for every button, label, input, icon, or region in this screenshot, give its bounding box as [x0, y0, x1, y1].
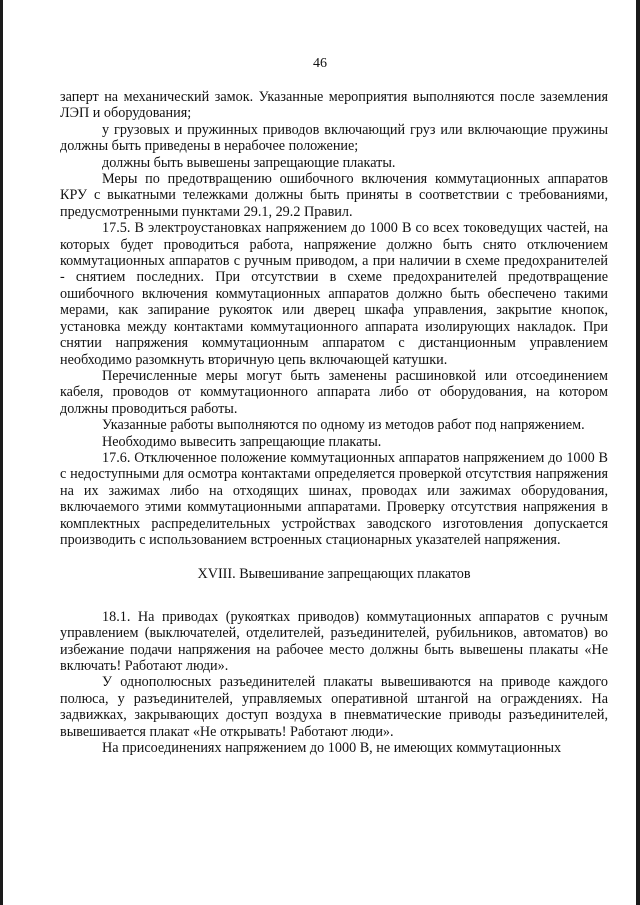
scan-edge-left: [0, 0, 3, 905]
page-number: 46: [313, 56, 327, 71]
body-text: [60, 89, 608, 756]
paragraph: заперт на механический замок. Указанные мероприятия выполняются после заземления ЛЭП и оборудования;: [60, 89, 608, 122]
paragraph-18-1: 18.1. На приводах (рукоятках приводов) коммутационных аппаратов с ручным управлением (выключателей, отделителей, разъединителей, рубильников, автоматов) во избежание подачи напряжения на рабочее место должны быть вывешены плакаты «Не включать! Работают люди».: [60, 608, 608, 674]
paragraph: У однополюсных разъединителей плакаты вывешиваются на приводе каждого полюса, у разъединителей, управляемых оперативной штангой на ограждениях. На задвижках, закрывающих доступ воздуха в пневматические приводы разъединителей, вывешивается плакат «Не открывать! Работают люди».: [60, 674, 608, 740]
paragraph: у грузовых и пружинных приводов включающий груз или включающие пружины должны быть приведены в нерабочее положение;: [60, 121, 608, 155]
scan-edge-right: [636, 0, 640, 905]
paragraph: На присоединениях напряжением до 1000 В, не имеющих коммутационных: [102, 740, 562, 757]
paragraph: должны быть вывешены запрещающие плакаты.: [102, 154, 396, 171]
section-title: XVIII. Вывешивание запрещающих плакатов: [197, 566, 471, 583]
paragraph-17-6: 17.6. Отключенное положение коммутационных аппаратов напряжением до 1000 В с недоступными для осмотра контактами определяется проверкой отсутствия напряжения на их зажимах либо на отходящих шинах, проводах или зажимах оборудования, включаемого этими коммутационными аппаратами. Проверку отсутствия напряжения в комплектных распределительных устройствах заводского изготовления допускается производить с использованием встроенных стационарных указателей напряжения.: [60, 449, 608, 548]
paragraph-17-5: 17.5. В электроустановках напряжением до 1000 В со всех токоведущих частей, на которых будет проводиться работа, напряжение должно быть снято отключением коммутационных аппаратов с ручным приводом, а при наличии в схеме предохранителей - снятием последних. При отсутствии в схеме предохранителей предотвращение ошибочного включения коммутационных аппаратов должно быть обеспечено такими мерами, как запирание рукояток или дверец шкафа управления, закрытие кнопок, установка между контактами коммутационного аппарата изолирующих накладок. При снятии напряжения коммутационным аппаратом с дистанционным управлением необходимо разомкнуть вторичную цепь включающей катушки.: [60, 220, 608, 368]
paragraph: Указанные работы выполняются по одному из методов работ под напряжением.: [102, 417, 585, 434]
paragraph: Меры по предотвращению ошибочного включения коммутационных аппаратов КРУ с выкатными тележками должны быть приняты в соответствии с требованиями, предусмотренными пунктами 29.1, 29.2 Правил.: [60, 171, 608, 220]
paragraph: Перечисленные меры могут быть заменены расшиновкой или отсоединением кабеля, проводов от коммутационного аппарата либо от оборудования, на котором должны проводиться работы.: [60, 367, 608, 417]
paragraph: Необходимо вывесить запрещающие плакаты.: [102, 433, 382, 450]
